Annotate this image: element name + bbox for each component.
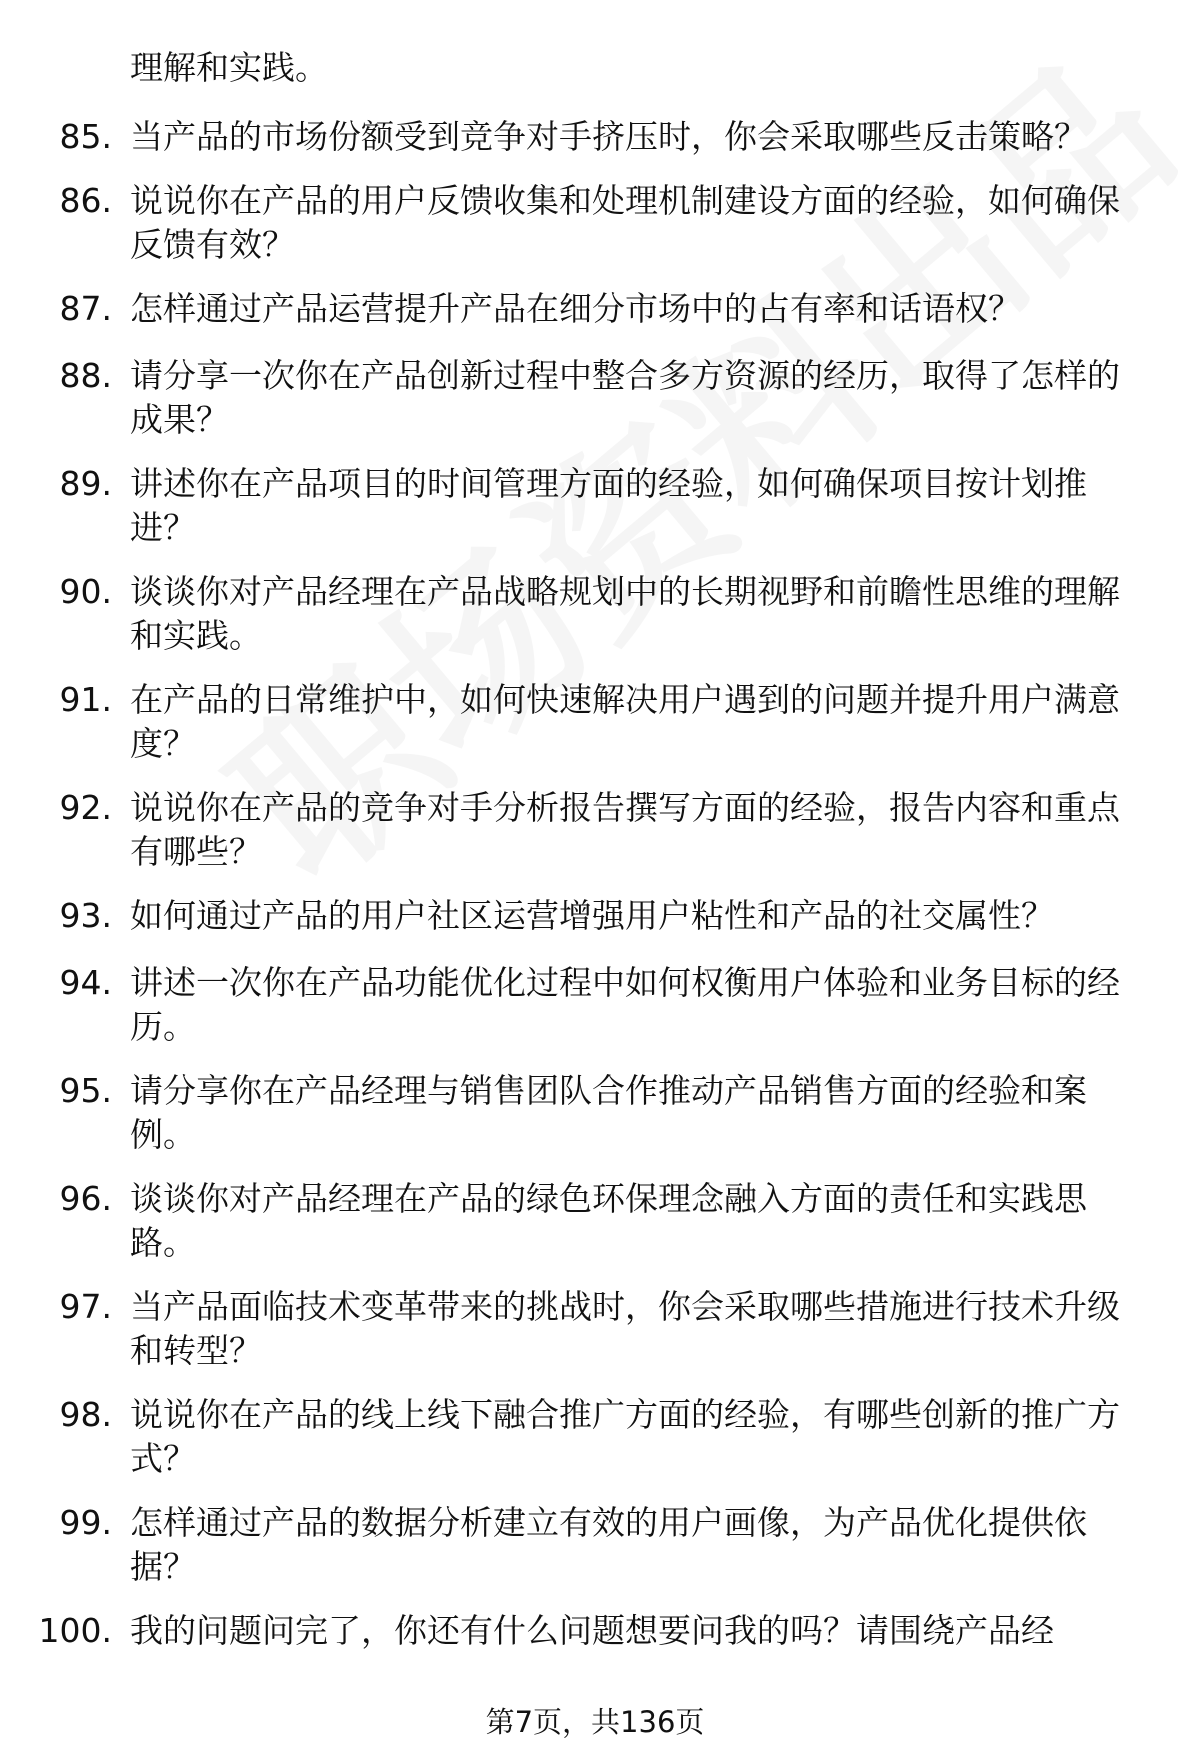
question-text: 请分享一次你在产品创新过程中整合多方资源的经历，取得了怎样的成果？ [130,356,1120,439]
question-number: 95. [59,1071,112,1110]
question-item [0,1285,1190,1373]
question-list [0,115,1190,1676]
question-number: 88. [59,356,112,395]
question-text: 我的问题问完了，你还有什么问题想要问我的吗？请围绕产品经 [130,1611,1054,1650]
question-item [0,1501,1190,1589]
continuation-text: 理解和实践。 [130,48,328,87]
question-item [0,354,1190,442]
question-number: 93. [59,896,112,935]
question-text: 谈谈你对产品经理在产品的绿色环保理念融入方面的责任和实践思路。 [130,1179,1087,1262]
question-text: 请分享你在产品经理与销售团队合作推动产品销售方面的经验和案例。 [130,1071,1087,1154]
question-number: 94. [59,963,112,1002]
question-text: 怎样通过产品运营提升产品在细分市场中的占有率和话语权？ [130,289,1021,328]
question-text: 说说你在产品的用户反馈收集和处理机制建设方面的经验，如何确保反馈有效？ [130,181,1120,264]
question-number: 90. [59,572,112,611]
question-item [0,462,1190,550]
question-number: 100. [38,1611,112,1650]
question-text: 说说你在产品的竞争对手分析报告撰写方面的经验，报告内容和重点有哪些？ [130,788,1120,871]
question-number: 89. [59,464,112,503]
question-text: 当产品的市场份额受到竞争对手挤压时，你会采取哪些反击策略？ [130,117,1087,156]
question-item [0,894,1190,938]
question-item [0,179,1190,267]
page-footer: 第7页，共136页 [485,1705,705,1739]
question-number: 99. [59,1503,112,1542]
question-text: 谈谈你对产品经理在产品战略规划中的长期视野和前瞻性思维的理解和实践。 [130,572,1120,655]
question-text: 讲述你在产品项目的时间管理方面的经验，如何确保项目按计划推进？ [130,464,1087,547]
question-number: 96. [59,1179,112,1218]
question-item [0,115,1190,159]
question-item [0,570,1190,658]
question-text: 当产品面临技术变革带来的挑战时，你会采取哪些措施进行技术升级和转型？ [130,1287,1120,1370]
question-text: 说说你在产品的线上线下融合推广方面的经验，有哪些创新的推广方式？ [130,1395,1120,1478]
question-text: 讲述一次你在产品功能优化过程中如何权衡用户体验和业务目标的经历。 [130,963,1120,1046]
question-text: 如何通过产品的用户社区运营增强用户粘性和产品的社交属性？ [130,896,1054,935]
question-number: 92. [59,788,112,827]
question-text: 怎样通过产品的数据分析建立有效的用户画像，为产品优化提供依据？ [130,1503,1087,1586]
question-item [0,1069,1190,1157]
question-item [0,1609,1190,1653]
question-number: 98. [59,1395,112,1434]
question-number: 97. [59,1287,112,1326]
question-item [0,678,1190,766]
question-number: 85. [59,117,112,156]
question-item [0,1177,1190,1265]
question-number: 91. [59,680,112,719]
question-item [0,287,1190,331]
question-item [0,961,1190,1049]
question-text: 在产品的日常维护中，如何快速解决用户遇到的问题并提升用户满意度？ [130,680,1120,763]
question-item [0,786,1190,874]
question-number: 87. [59,289,112,328]
question-number: 86. [59,181,112,220]
question-item [0,1393,1190,1481]
